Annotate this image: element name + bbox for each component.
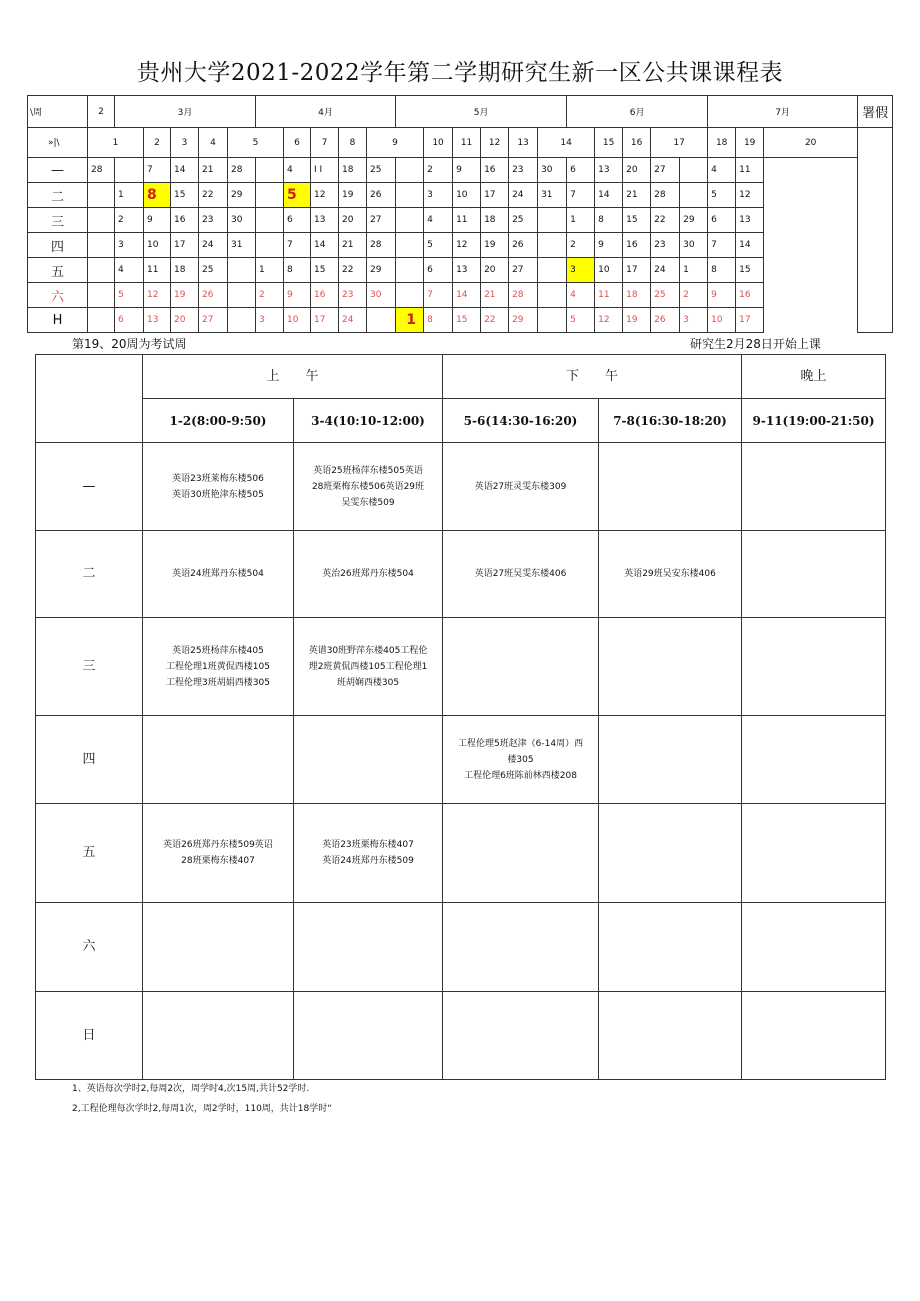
schedule-cell bbox=[742, 716, 886, 804]
calendar-date: 17 bbox=[623, 258, 651, 283]
calendar-date: 5 bbox=[115, 283, 144, 308]
calendar-date: 21 bbox=[199, 158, 228, 183]
calendar-date: 15 bbox=[171, 183, 199, 208]
course-entry: 英治26班郑丹东楼504 bbox=[322, 569, 414, 579]
calendar-date: 14 bbox=[453, 283, 481, 308]
page-title: 贵州大学2021-2022学年第二学期研究生新一区公共课课程表 bbox=[136, 60, 784, 86]
calendar-date: 28 bbox=[509, 283, 538, 308]
schedule-cell bbox=[599, 618, 742, 716]
calendar-date: 14 bbox=[736, 233, 764, 258]
month-header: 7月 bbox=[708, 96, 858, 128]
calendar-date: 15 bbox=[453, 308, 481, 333]
calendar-date: 13 bbox=[144, 308, 171, 333]
schedule-cell bbox=[599, 903, 742, 992]
calendar-date: 20 bbox=[623, 158, 651, 183]
calendar-date: 25 bbox=[367, 158, 396, 183]
calendar-date: 26 bbox=[509, 233, 538, 258]
calendar-date: 20 bbox=[339, 208, 367, 233]
calendar-date bbox=[88, 308, 115, 333]
calendar-date: 23 bbox=[651, 233, 680, 258]
schedule-cell bbox=[443, 443, 599, 531]
calendar-date: 7 bbox=[424, 283, 453, 308]
calendar-date: 14 bbox=[311, 233, 339, 258]
calendar-date: 25 bbox=[651, 283, 680, 308]
calendar-date: 13 bbox=[311, 208, 339, 233]
course-entry: 工程伦理6班陈前林西楼208 bbox=[464, 770, 577, 781]
schedule-cell bbox=[294, 716, 443, 804]
calendar-date: 2 bbox=[680, 283, 708, 308]
calendar-date: 29 bbox=[367, 258, 396, 283]
evening-header: 晚上 bbox=[742, 355, 886, 399]
calendar-date: 12 bbox=[595, 308, 623, 333]
calendar-date bbox=[88, 183, 115, 208]
schedule-cell bbox=[143, 443, 294, 531]
schedule-cell bbox=[742, 443, 886, 531]
calendar-date: 26 bbox=[367, 183, 396, 208]
calendar-date: 22 bbox=[651, 208, 680, 233]
slot-5-6: 5-6(14:30-16:20) bbox=[443, 399, 599, 443]
schedule-cell bbox=[742, 903, 886, 992]
week-number: 11 bbox=[453, 128, 481, 158]
course-entry: 英谱30班野萍东楼405工程伦 bbox=[308, 645, 428, 656]
calendar-date: 2 bbox=[115, 208, 144, 233]
calendar-date bbox=[538, 308, 567, 333]
calendar-date: 19 bbox=[623, 308, 651, 333]
month-header: 6月 bbox=[567, 96, 708, 128]
course-entry: 英语26班郑丹东楼509英诏 bbox=[163, 840, 273, 850]
course-entry: 英语27班吴雯东楼406 bbox=[474, 569, 567, 579]
course-entry: 英语30班艳津东楼505 bbox=[172, 489, 264, 500]
calendar-date: 27 bbox=[509, 258, 538, 283]
week-number: 17 bbox=[651, 128, 708, 158]
calendar-date: 29 bbox=[509, 308, 538, 333]
course-entry: 吴雯东楼509 bbox=[341, 497, 395, 508]
calendar-date bbox=[396, 283, 424, 308]
calendar-date: 8 bbox=[144, 183, 171, 208]
schedule-cell bbox=[599, 804, 742, 903]
weekday-label: 五 bbox=[28, 258, 88, 283]
calendar-date: 24 bbox=[651, 258, 680, 283]
calendar-date: 22 bbox=[199, 183, 228, 208]
calendar-date: 16 bbox=[481, 158, 509, 183]
calendar-date: 6 bbox=[424, 258, 453, 283]
calendar-corner-top: \周 bbox=[28, 96, 88, 128]
week-number: 20 bbox=[764, 128, 858, 158]
calendar-date: 3 bbox=[424, 183, 453, 208]
schedule-day-label: 三 bbox=[36, 618, 143, 716]
schedule-cell bbox=[294, 992, 443, 1080]
morning-header: 上 午 bbox=[143, 355, 443, 399]
calendar-date: 14 bbox=[595, 183, 623, 208]
calendar-date: 6 bbox=[284, 208, 311, 233]
course-entry: 英语23班莱梅东楼506 bbox=[172, 473, 264, 484]
course-entry: 楼305 bbox=[507, 754, 534, 765]
calendar-date: 30 bbox=[228, 208, 256, 233]
start-date-note: 研究生2月28日开始上课 bbox=[690, 337, 821, 351]
week-number: 5 bbox=[228, 128, 284, 158]
weekday-label: H bbox=[28, 308, 88, 333]
schedule-cell bbox=[443, 531, 599, 618]
calendar-date: 18 bbox=[481, 208, 509, 233]
calendar-date bbox=[88, 233, 115, 258]
schedule-cell bbox=[599, 531, 742, 618]
schedule-corner-cell bbox=[36, 355, 143, 443]
calendar-date: 2 bbox=[256, 283, 284, 308]
schedule-cell bbox=[443, 804, 599, 903]
calendar-date: 1 bbox=[396, 308, 424, 333]
calendar-date: 9 bbox=[708, 283, 736, 308]
course-entry: 28班栗梅东楼506英语29班 bbox=[311, 481, 425, 492]
calendar-date: 1 bbox=[256, 258, 284, 283]
calendar-date: 3 bbox=[115, 233, 144, 258]
calendar-date: 17 bbox=[736, 308, 764, 333]
schedule-day-label: 四 bbox=[36, 716, 143, 804]
calendar-date: 15 bbox=[623, 208, 651, 233]
schedule-cell bbox=[294, 804, 443, 903]
calendar-date bbox=[88, 258, 115, 283]
calendar-date: 23 bbox=[509, 158, 538, 183]
calendar-date: 29 bbox=[228, 183, 256, 208]
course-entry: 工程伦理3班胡娟西楼305 bbox=[166, 677, 270, 688]
calendar-date bbox=[228, 308, 256, 333]
calendar-date: 2 bbox=[424, 158, 453, 183]
calendar-date: 27 bbox=[199, 308, 228, 333]
month-header: 5月 bbox=[396, 96, 567, 128]
calendar-date: 15 bbox=[736, 258, 764, 283]
weekday-label: 二 bbox=[28, 183, 88, 208]
calendar-date: 17 bbox=[481, 183, 509, 208]
weekday-label: 四 bbox=[28, 233, 88, 258]
calendar-date: 19 bbox=[481, 233, 509, 258]
week-number: 16 bbox=[623, 128, 651, 158]
schedule-cell bbox=[143, 992, 294, 1080]
schedule-cell bbox=[294, 618, 443, 716]
calendar-date bbox=[396, 183, 424, 208]
calendar-date: 25 bbox=[509, 208, 538, 233]
calendar-date: 24 bbox=[509, 183, 538, 208]
month-header: 4月 bbox=[256, 96, 396, 128]
calendar-date: 12 bbox=[311, 183, 339, 208]
calendar-date bbox=[228, 258, 256, 283]
calendar-date: 7 bbox=[284, 233, 311, 258]
calendar-date: 27 bbox=[367, 208, 396, 233]
calendar-date: 16 bbox=[623, 233, 651, 258]
calendar-date bbox=[538, 208, 567, 233]
schedule-cell bbox=[443, 716, 599, 804]
calendar-date bbox=[256, 208, 284, 233]
calendar-date bbox=[256, 183, 284, 208]
calendar-date: 28 bbox=[651, 183, 680, 208]
week-number: 9 bbox=[367, 128, 424, 158]
calendar-date: 1 bbox=[680, 258, 708, 283]
calendar-date: 24 bbox=[339, 308, 367, 333]
schedule-cell bbox=[294, 531, 443, 618]
course-entry: 英语24班郑丹东楼509 bbox=[322, 856, 414, 866]
calendar-date: 8 bbox=[595, 208, 623, 233]
schedule-cell bbox=[599, 992, 742, 1080]
schedule-cell bbox=[143, 903, 294, 992]
calendar-date: 18 bbox=[623, 283, 651, 308]
exam-week-note: 第19、20周为考试周 bbox=[72, 337, 187, 351]
calendar-date: 28 bbox=[367, 233, 396, 258]
calendar-date: 11 bbox=[595, 283, 623, 308]
calendar-date: 9 bbox=[144, 208, 171, 233]
course-entry: 工程伦理1班黄侃西楼105 bbox=[166, 661, 270, 672]
calendar-date: 9 bbox=[595, 233, 623, 258]
calendar-date: 31 bbox=[538, 183, 567, 208]
calendar-date bbox=[115, 158, 144, 183]
calendar-date: 7 bbox=[567, 183, 595, 208]
calendar-date: 12 bbox=[453, 233, 481, 258]
week-number: 3 bbox=[171, 128, 199, 158]
schedule-day-label: — bbox=[36, 443, 143, 531]
schedule-cell bbox=[742, 618, 886, 716]
calendar-date: 13 bbox=[736, 208, 764, 233]
course-entry: 英语23班栗梅东楼407 bbox=[322, 840, 414, 850]
calendar-date: 5 bbox=[567, 308, 595, 333]
calendar-date: 4 bbox=[115, 258, 144, 283]
calendar-date: 7 bbox=[708, 233, 736, 258]
calendar-date: 18 bbox=[171, 258, 199, 283]
calendar-date: 16 bbox=[171, 208, 199, 233]
calendar-date: 10 bbox=[284, 308, 311, 333]
calendar-date: 14 bbox=[171, 158, 199, 183]
week-number: 7 bbox=[311, 128, 339, 158]
schedule-day-label: 日 bbox=[36, 992, 143, 1080]
schedule-cell bbox=[599, 443, 742, 531]
calendar-date: 29 bbox=[680, 208, 708, 233]
calendar-date bbox=[538, 258, 567, 283]
week-number: 14 bbox=[538, 128, 595, 158]
schedule-cell bbox=[742, 531, 886, 618]
course-entry: 英语29班吴安东楼406 bbox=[624, 569, 716, 579]
week-number: 1 bbox=[88, 128, 144, 158]
calendar-date: 5 bbox=[284, 183, 311, 208]
calendar-date: 30 bbox=[538, 158, 567, 183]
weekday-label: 三 bbox=[28, 208, 88, 233]
course-entry: 英语27班灵雯东楼309 bbox=[474, 481, 567, 492]
calendar-date: 7 bbox=[144, 158, 171, 183]
calendar-date: 4 bbox=[284, 158, 311, 183]
schedule-day-label: 五 bbox=[36, 804, 143, 903]
calendar-date: 21 bbox=[623, 183, 651, 208]
calendar-date: 1 bbox=[567, 208, 595, 233]
calendar-date: 16 bbox=[736, 283, 764, 308]
course-entry: 英语24班郑丹东楼504 bbox=[172, 569, 264, 579]
calendar-date: 9 bbox=[284, 283, 311, 308]
month-header: 3月 bbox=[115, 96, 256, 128]
calendar-date: 12 bbox=[144, 283, 171, 308]
calendar-date bbox=[538, 283, 567, 308]
schedule-cell bbox=[742, 992, 886, 1080]
calendar-date bbox=[396, 258, 424, 283]
slot-9-11: 9-11(19:00-21:50) bbox=[742, 399, 886, 443]
calendar-date: 23 bbox=[199, 208, 228, 233]
calendar-date bbox=[396, 233, 424, 258]
slot-1-2: 1-2(8:00-9:50) bbox=[143, 399, 294, 443]
calendar-date: 15 bbox=[311, 258, 339, 283]
calendar-date bbox=[396, 158, 424, 183]
calendar-date: 20 bbox=[481, 258, 509, 283]
calendar-date: 5 bbox=[424, 233, 453, 258]
footnote-english: 1、英语每次学时2,每周2次，周学时4,次15周,共计52学时. bbox=[72, 1084, 310, 1094]
calendar-date: 28 bbox=[88, 158, 115, 183]
calendar-date: 26 bbox=[199, 283, 228, 308]
course-entry: 英语25班杨萍东楼505英语 bbox=[313, 465, 423, 476]
schedule-cell bbox=[443, 992, 599, 1080]
calendar-date: 5 bbox=[708, 183, 736, 208]
calendar-date: 31 bbox=[228, 233, 256, 258]
calendar-date: 4 bbox=[708, 158, 736, 183]
week-number: 18 bbox=[708, 128, 736, 158]
slot-7-8: 7-8(16:30-18:20) bbox=[599, 399, 742, 443]
schedule-cell bbox=[599, 716, 742, 804]
calendar-date: 10 bbox=[595, 258, 623, 283]
calendar-date: 8 bbox=[708, 258, 736, 283]
calendar-date: 30 bbox=[680, 233, 708, 258]
weekday-label: — bbox=[28, 158, 88, 183]
academic-calendar-table bbox=[27, 95, 893, 333]
calendar-date: 27 bbox=[651, 158, 680, 183]
schedule-cell bbox=[143, 716, 294, 804]
calendar-date: 11 bbox=[144, 258, 171, 283]
calendar-date bbox=[680, 183, 708, 208]
course-entry: 工程伦理5班赵津（6-14周）西 bbox=[457, 738, 584, 749]
calendar-date: 20 bbox=[171, 308, 199, 333]
schedule-day-label: 六 bbox=[36, 903, 143, 992]
calendar-corner-bottom: »|\ bbox=[28, 128, 88, 158]
calendar-date: 3 bbox=[567, 258, 595, 283]
calendar-date: 23 bbox=[339, 283, 367, 308]
schedule-cell bbox=[143, 804, 294, 903]
calendar-date: 4 bbox=[424, 208, 453, 233]
calendar-date: 17 bbox=[171, 233, 199, 258]
calendar-date: 22 bbox=[481, 308, 509, 333]
calendar-date: 30 bbox=[367, 283, 396, 308]
calendar-date: 10 bbox=[453, 183, 481, 208]
calendar-date: 8 bbox=[424, 308, 453, 333]
schedule-cell bbox=[294, 903, 443, 992]
calendar-date: 6 bbox=[115, 308, 144, 333]
calendar-date: 3 bbox=[256, 308, 284, 333]
course-schedule-table bbox=[35, 354, 886, 1080]
schedule-cell bbox=[143, 531, 294, 618]
schedule-cell bbox=[143, 618, 294, 716]
calendar-date: 21 bbox=[339, 233, 367, 258]
calendar-date: 13 bbox=[453, 258, 481, 283]
calendar-date bbox=[538, 233, 567, 258]
weekday-label: 六 bbox=[28, 283, 88, 308]
calendar-date bbox=[396, 208, 424, 233]
calendar-date: 2 bbox=[567, 233, 595, 258]
calendar-date: 25 bbox=[199, 258, 228, 283]
calendar-date: 22 bbox=[339, 258, 367, 283]
calendar-date: 19 bbox=[339, 183, 367, 208]
footnote-ethics: 2,工程伦理每次学时2,每周1次，周2学时，110周，共计18学时“ bbox=[72, 1104, 332, 1114]
calendar-date: 13 bbox=[595, 158, 623, 183]
week-number: 12 bbox=[481, 128, 509, 158]
calendar-date: 18 bbox=[339, 158, 367, 183]
calendar-date: 6 bbox=[708, 208, 736, 233]
calendar-date: 24 bbox=[199, 233, 228, 258]
schedule-cell bbox=[443, 903, 599, 992]
week-number: 10 bbox=[424, 128, 453, 158]
course-entry: 班胡娴西楼305 bbox=[336, 677, 400, 688]
calendar-date bbox=[88, 208, 115, 233]
calendar-date: 17 bbox=[311, 308, 339, 333]
calendar-date: 9 bbox=[453, 158, 481, 183]
course-entry: 28班栗梅东楼407 bbox=[181, 856, 255, 866]
summer-holiday-header: 署假 bbox=[858, 96, 893, 128]
month-header: 2 bbox=[88, 96, 115, 128]
calendar-date: 8 bbox=[284, 258, 311, 283]
week-number: 15 bbox=[595, 128, 623, 158]
schedule-cell bbox=[294, 443, 443, 531]
slot-3-4: 3-4(10:10-12:00) bbox=[294, 399, 443, 443]
calendar-date bbox=[88, 283, 115, 308]
week-number: 6 bbox=[284, 128, 311, 158]
calendar-date: 16 bbox=[311, 283, 339, 308]
calendar-date: 19 bbox=[171, 283, 199, 308]
schedule-day-label: 二 bbox=[36, 531, 143, 618]
calendar-date: 3 bbox=[680, 308, 708, 333]
calendar-date: 6 bbox=[567, 158, 595, 183]
week-number: 2 bbox=[144, 128, 171, 158]
calendar-date: 12 bbox=[736, 183, 764, 208]
calendar-date bbox=[228, 283, 256, 308]
week-number: 13 bbox=[509, 128, 538, 158]
calendar-date: 11 bbox=[736, 158, 764, 183]
calendar-date: I I bbox=[311, 158, 339, 183]
calendar-date: 1 bbox=[115, 183, 144, 208]
calendar-date bbox=[256, 233, 284, 258]
calendar-date bbox=[256, 158, 284, 183]
week-number: 4 bbox=[199, 128, 228, 158]
afternoon-header: 下 午 bbox=[443, 355, 742, 399]
week-number: 8 bbox=[339, 128, 367, 158]
calendar-date: 21 bbox=[481, 283, 509, 308]
calendar-date: 10 bbox=[144, 233, 171, 258]
calendar-date: 28 bbox=[228, 158, 256, 183]
week-number: 19 bbox=[736, 128, 764, 158]
course-entry: 英语25班杨萍东楼405 bbox=[172, 645, 264, 656]
calendar-date bbox=[367, 308, 396, 333]
schedule-cell bbox=[443, 618, 599, 716]
calendar-date: 26 bbox=[651, 308, 680, 333]
course-entry: 理2班黄侃西楼105工程伦理1 bbox=[308, 661, 428, 672]
calendar-date: 10 bbox=[708, 308, 736, 333]
calendar-date: 11 bbox=[453, 208, 481, 233]
schedule-cell bbox=[742, 804, 886, 903]
calendar-date bbox=[680, 158, 708, 183]
calendar-date: 4 bbox=[567, 283, 595, 308]
holiday-blank bbox=[858, 128, 893, 333]
